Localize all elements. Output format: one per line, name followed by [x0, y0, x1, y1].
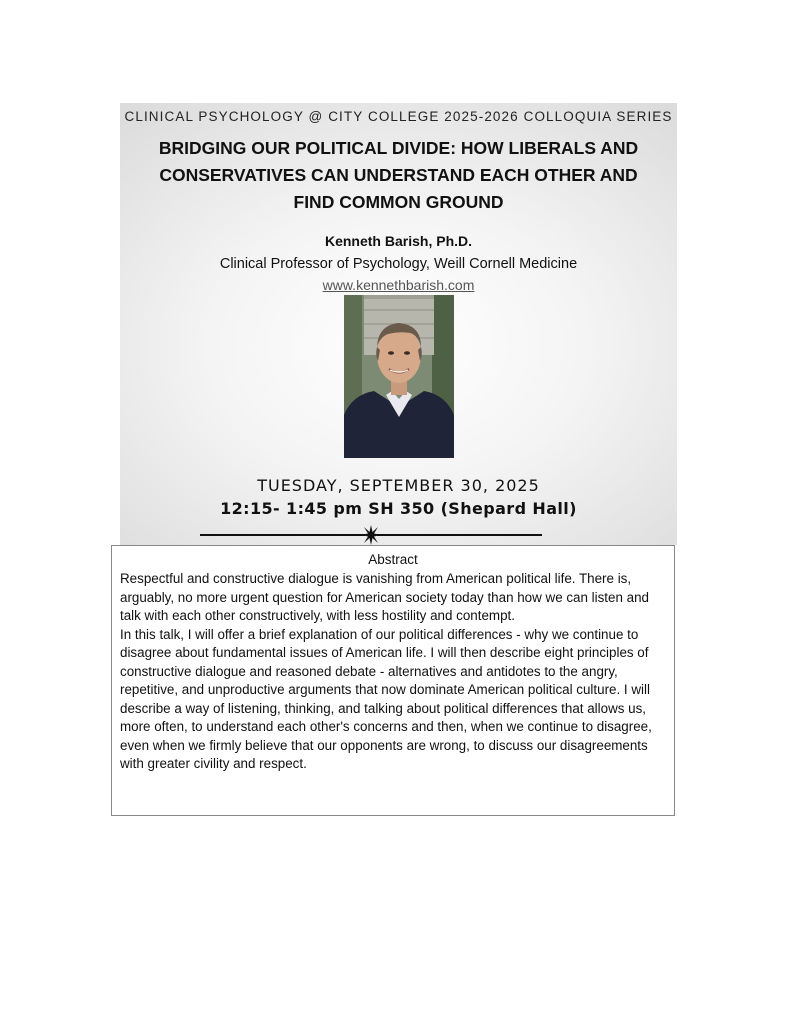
speaker-name: Kenneth Barish, Ph.D.	[324, 233, 473, 249]
series-title: CLINICAL PSYCHOLOGY @ CITY COLLEGE 2025-2026 COLLOQUIA SERIES	[124, 109, 673, 124]
abstract-paragraph: In this talk, I will offer a brief explanation of our political differences - why we continue to disagree about fundamental issues of American life. I will then describe eight principles of constructive dialogue and reasoned debate - alternatives and antidotes to the angry, repetitive, and unproductive arguments that now dominate American political culture. I will describe a way of listening, thinking, and talking about political differences that allows us, more often, to understand each other's concerns and then, when we continue to disagree, even when we firmly believe that our opponents are wrong, to discuss our disagreements with greater civility and respect.	[120, 626, 652, 771]
abstract-body	[120, 570, 668, 774]
abstract-box	[111, 545, 675, 816]
speaker-photo	[344, 295, 454, 458]
event-date: TUESDAY, SEPTEMBER 30, 2025	[257, 476, 540, 495]
event-time-location: 12:15- 1:45 pm SH 350 (Shepard Hall)	[220, 499, 577, 518]
section-divider	[200, 525, 542, 545]
talk-title: BRIDGING OUR POLITICAL DIVIDE: HOW LIBERALS AND CONSERVATIVES CAN UNDERSTAND EACH OTHER AND FIND COMMON GROUND	[158, 138, 639, 212]
divider-line-right	[377, 534, 542, 536]
speaker-affiliation: Clinical Professor of Psychology, Weill Cornell Medicine	[219, 256, 578, 272]
abstract-paragraph: Respectful and constructive dialogue is vanishing from American political life. There is, arguably, no more urgent question for American society today than how we can listen and talk with each other constructively, with less hostility and contempt.	[120, 571, 649, 623]
flyer-header	[120, 103, 677, 545]
divider-line-left	[200, 534, 365, 536]
abstract-heading: Abstract	[368, 552, 418, 567]
speaker-website-link[interactable]: www.kennethbarish.com	[322, 277, 475, 293]
